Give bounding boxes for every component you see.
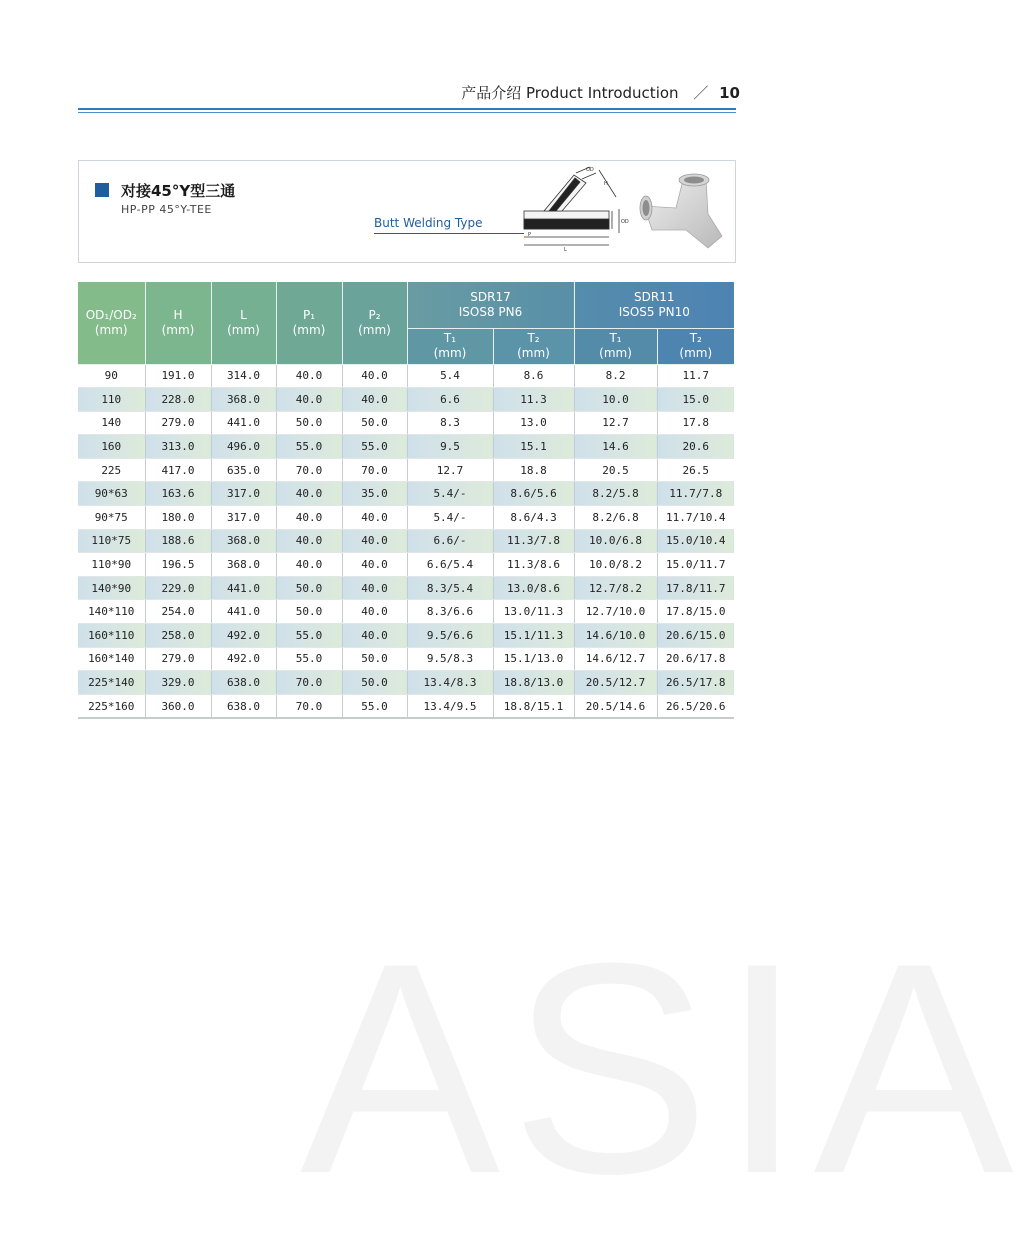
cell-h: 279.0 [145,647,211,671]
cell-od: 90*75 [78,506,145,530]
sdr17-label: SDR17 [470,289,511,304]
sdr17-t1-label: T₁ [443,331,457,345]
col-group-sdr11 [574,282,734,328]
cell-sdr17-t2: 11.3 [493,388,574,412]
cell-l: 368.0 [211,553,276,577]
tee-dimension-diagram [504,165,634,257]
cell-l: 368.0 [211,529,276,553]
cell-l: 317.0 [211,506,276,530]
cell-sdr11-t1: 14.6/10.0 [574,624,657,648]
table-row [78,458,734,482]
cell-od: 90 [78,364,145,388]
cell-l: 496.0 [211,435,276,459]
table-row [78,694,734,718]
col-header-sdr17-t2 [493,328,574,364]
cell-p2: 70.0 [342,458,407,482]
col-header-od-label: OD₁/OD₂ [85,307,137,322]
cell-p1: 40.0 [276,388,342,412]
cell-od: 140 [78,411,145,435]
sdr11-t1-unit: (mm) [599,346,632,360]
section-title-cn: 产品介绍 [461,84,522,102]
cell-h: 254.0 [145,600,211,624]
cell-sdr17-t1: 13.4/9.5 [407,694,493,718]
cell-sdr17-t2: 18.8/15.1 [493,694,574,718]
section-title-en: Product Introduction [525,84,679,102]
col-header-l [211,282,276,364]
cell-od: 225 [78,458,145,482]
cell-sdr17-t1: 6.6 [407,388,493,412]
cell-p2: 40.0 [342,624,407,648]
cell-h: 329.0 [145,671,211,695]
cell-l: 638.0 [211,671,276,695]
cell-sdr17-t2: 8.6/4.3 [493,506,574,530]
cell-sdr11-t1: 10.0/8.2 [574,553,657,577]
cell-sdr17-t1: 8.3/6.6 [407,600,493,624]
title-marker-icon [95,183,109,197]
cell-p1: 40.0 [276,482,342,506]
svg-text:OD: OD [621,219,629,225]
cell-l: 441.0 [211,576,276,600]
spec-table-body [78,364,734,718]
cell-sdr11-t1: 20.5 [574,458,657,482]
cell-p1: 40.0 [276,364,342,388]
col-header-p2-unit: (mm) [358,322,391,337]
cell-p2: 40.0 [342,553,407,577]
cell-od: 225*160 [78,694,145,718]
product-card [78,160,736,263]
sdr11-label: SDR11 [634,289,675,304]
cell-sdr17-t1: 6.6/- [407,529,493,553]
cell-od: 90*63 [78,482,145,506]
col-header-l-label: L [240,307,247,322]
table-row [78,671,734,695]
sdr11-t2-label: T₂ [689,331,702,345]
product-title: 对接45°Y型三通 [121,182,236,200]
cell-p1: 40.0 [276,506,342,530]
cell-sdr17-t2: 11.3/7.8 [493,529,574,553]
cell-sdr11-t1: 12.7/10.0 [574,600,657,624]
sdr11-t1-label: T₁ [609,331,622,345]
cell-sdr17-t2: 15.1/13.0 [493,647,574,671]
cell-h: 360.0 [145,694,211,718]
header-rule [78,108,736,110]
table-row [78,624,734,648]
col-header-od [78,282,145,364]
cell-sdr11-t2: 26.5/17.8 [657,671,734,695]
sdr17-t1-unit: (mm) [433,346,467,360]
cell-sdr11-t1: 12.7/8.2 [574,576,657,600]
cell-h: 180.0 [145,506,211,530]
cell-p2: 40.0 [342,529,407,553]
cell-l: 441.0 [211,411,276,435]
svg-text:P: P [528,232,532,238]
spec-table [78,282,734,719]
svg-text:L: L [564,247,567,253]
watermark-text: ASIA [300,900,1024,1236]
col-header-h-unit: (mm) [161,322,195,337]
cell-h: 163.6 [145,482,211,506]
col-header-p2 [342,282,407,364]
cell-l: 638.0 [211,694,276,718]
slash-divider: ／ [693,84,709,102]
cell-sdr11-t1: 20.5/14.6 [574,694,657,718]
col-header-sdr11-t2 [657,328,734,364]
label-underline [374,233,524,234]
table-row [78,364,734,388]
col-header-p1-label: P₁ [302,307,316,322]
cell-h: 191.0 [145,364,211,388]
cell-od: 225*140 [78,671,145,695]
table-row [78,553,734,577]
cell-l: 314.0 [211,364,276,388]
cell-sdr11-t2: 17.8/15.0 [657,600,734,624]
cell-p1: 40.0 [276,553,342,577]
table-row [78,506,734,530]
cell-p2: 40.0 [342,576,407,600]
cell-sdr17-t2: 13.0 [493,411,574,435]
cell-h: 188.6 [145,529,211,553]
cell-sdr17-t1: 9.5/8.3 [407,647,493,671]
sdr17-t2-label: T₂ [527,331,540,345]
cell-p1: 55.0 [276,624,342,648]
cell-h: 313.0 [145,435,211,459]
cell-sdr11-t2: 11.7/10.4 [657,506,734,530]
sdr11-iso-label: ISOS5 PN10 [618,304,690,319]
col-header-l-unit: (mm) [227,322,260,337]
cell-l: 317.0 [211,482,276,506]
cell-sdr17-t2: 13.0/8.6 [493,576,574,600]
cell-sdr11-t2: 20.6/17.8 [657,647,734,671]
cell-od: 140*90 [78,576,145,600]
cell-sdr17-t1: 5.4 [407,364,493,388]
cell-p2: 40.0 [342,506,407,530]
cell-sdr17-t2: 18.8/13.0 [493,671,574,695]
butt-welding-label: Butt Welding Type [374,216,483,230]
sdr11-t2-unit: (mm) [679,346,713,360]
cell-p1: 70.0 [276,694,342,718]
cell-sdr11-t2: 20.6 [657,435,734,459]
cell-l: 492.0 [211,624,276,648]
col-header-od-unit: (mm) [94,322,128,337]
page-number: 10 [719,84,740,102]
product-subtitle: HP-PP 45°Y-TEE [121,203,212,216]
cell-sdr17-t2: 13.0/11.3 [493,600,574,624]
cell-h: 417.0 [145,458,211,482]
col-header-sdr11-t1 [574,328,657,364]
cell-p2: 40.0 [342,600,407,624]
cell-sdr17-t1: 8.3/5.4 [407,576,493,600]
cell-l: 492.0 [211,647,276,671]
cell-h: 279.0 [145,411,211,435]
cell-h: 258.0 [145,624,211,648]
cell-sdr17-t2: 8.6/5.6 [493,482,574,506]
cell-sdr17-t1: 13.4/8.3 [407,671,493,695]
table-row [78,600,734,624]
cell-sdr17-t1: 6.6/5.4 [407,553,493,577]
cell-sdr17-t1: 12.7 [407,458,493,482]
col-header-p1 [276,282,342,364]
cell-p1: 55.0 [276,435,342,459]
cell-p1: 50.0 [276,576,342,600]
col-header-p1-unit: (mm) [292,322,326,337]
table-row [78,435,734,459]
cell-sdr17-t2: 18.8 [493,458,574,482]
cell-p2: 55.0 [342,435,407,459]
cell-sdr11-t2: 26.5 [657,458,734,482]
cell-p2: 50.0 [342,647,407,671]
cell-sdr17-t2: 11.3/8.6 [493,553,574,577]
cell-sdr17-t1: 8.3 [407,411,493,435]
cell-l: 635.0 [211,458,276,482]
cell-p1: 70.0 [276,671,342,695]
cell-sdr11-t2: 17.8 [657,411,734,435]
cell-sdr17-t1: 5.4/- [407,506,493,530]
sdr17-t2-unit: (mm) [517,346,550,360]
cell-sdr11-t1: 8.2/5.8 [574,482,657,506]
col-header-sdr17-t1 [407,328,493,364]
cell-sdr17-t1: 5.4/- [407,482,493,506]
cell-p2: 50.0 [342,411,407,435]
cell-sdr17-t2: 15.1/11.3 [493,624,574,648]
col-group-sdr17 [407,282,574,328]
cell-sdr11-t2: 15.0/11.7 [657,553,734,577]
cell-sdr11-t1: 8.2 [574,364,657,388]
cell-od: 110 [78,388,145,412]
tee-product-image [634,166,726,256]
cell-p1: 40.0 [276,529,342,553]
cell-sdr17-t1: 9.5 [407,435,493,459]
cell-p2: 55.0 [342,694,407,718]
cell-sdr11-t1: 12.7 [574,411,657,435]
cell-p2: 35.0 [342,482,407,506]
cell-od: 110*75 [78,529,145,553]
cell-sdr17-t2: 8.6 [493,364,574,388]
table-row [78,647,734,671]
cell-od: 160*140 [78,647,145,671]
cell-l: 441.0 [211,600,276,624]
cell-od: 110*90 [78,553,145,577]
svg-text:OD: OD [586,167,594,173]
cell-sdr11-t1: 8.2/6.8 [574,506,657,530]
cell-p2: 50.0 [342,671,407,695]
sdr17-iso-label: ISOS8 PN6 [458,304,523,319]
table-row [78,529,734,553]
cell-sdr11-t2: 15.0/10.4 [657,529,734,553]
col-header-h [145,282,211,364]
page-header [450,82,740,104]
cell-sdr11-t1: 14.6 [574,435,657,459]
cell-sdr11-t1: 10.0 [574,388,657,412]
table-row [78,482,734,506]
header-rule-thin [78,112,736,113]
cell-p1: 50.0 [276,411,342,435]
cell-od: 160 [78,435,145,459]
cell-p2: 40.0 [342,364,407,388]
table-row [78,411,734,435]
cell-p2: 40.0 [342,388,407,412]
cell-sdr11-t2: 11.7 [657,364,734,388]
cell-od: 160*110 [78,624,145,648]
cell-sdr11-t1: 14.6/12.7 [574,647,657,671]
table-row [78,576,734,600]
cell-sdr11-t1: 20.5/12.7 [574,671,657,695]
cell-l: 368.0 [211,388,276,412]
cell-sdr11-t2: 26.5/20.6 [657,694,734,718]
cell-h: 229.0 [145,576,211,600]
cell-p1: 70.0 [276,458,342,482]
cell-sdr11-t2: 15.0 [657,388,734,412]
table-row [78,388,734,412]
cell-od: 140*110 [78,600,145,624]
svg-text:H: H [604,181,608,187]
cell-h: 228.0 [145,388,211,412]
cell-sdr17-t1: 9.5/6.6 [407,624,493,648]
cell-sdr17-t2: 15.1 [493,435,574,459]
cell-sdr11-t2: 20.6/15.0 [657,624,734,648]
cell-p1: 50.0 [276,600,342,624]
cell-h: 196.5 [145,553,211,577]
cell-p1: 55.0 [276,647,342,671]
cell-sdr11-t2: 17.8/11.7 [657,576,734,600]
cell-sdr11-t1: 10.0/6.8 [574,529,657,553]
col-header-p2-label: P₂ [368,307,381,322]
col-header-h-label: H [173,307,183,322]
cell-sdr11-t2: 11.7/7.8 [657,482,734,506]
